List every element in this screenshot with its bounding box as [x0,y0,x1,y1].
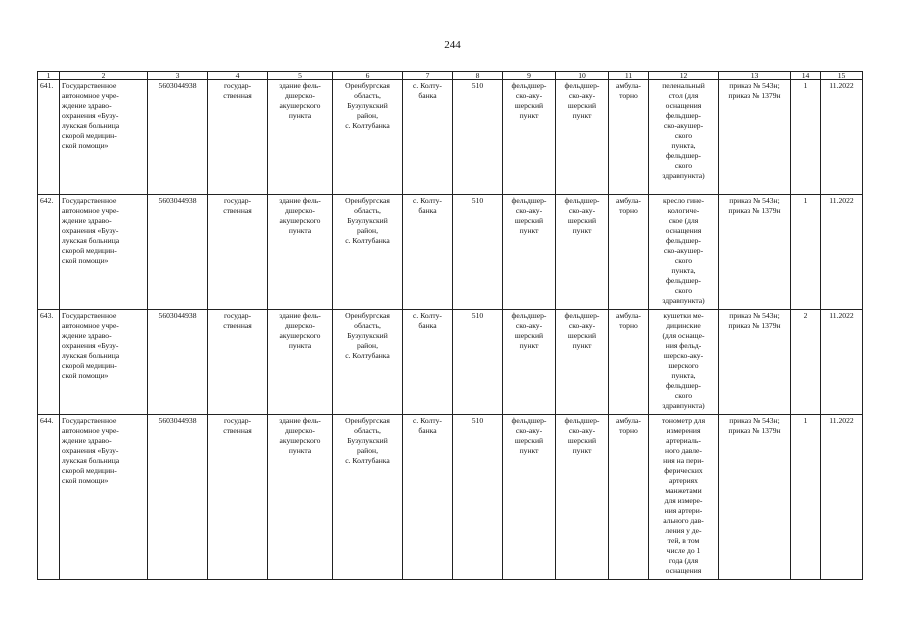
unit-cell: фельдшер- ско-аку- шерский пункт [556,415,609,580]
order-cell: приказ № 543н; приказ № 1379н [719,195,791,310]
ownership-cell: государ- ственная [208,310,268,415]
column-number: 15 [821,72,863,80]
unit-cell: фельдшер- ско-аку- шерский пункт [556,80,609,195]
column-number: 9 [503,72,556,80]
column-number: 7 [403,72,453,80]
column-number: 2 [60,72,148,80]
equipment-cell: пеленальный стол (для оснащения фельдшер- ско-акушер- ского пункта, фельдшер- ского здравпункта) [649,80,719,195]
unit-cell: фельдшер- ско-аку- шерский пункт [503,80,556,195]
address-cell: Оренбургская область, Бузулукский район, с. Колтубанка [333,310,403,415]
ownership-cell: государ- ственная [208,195,268,310]
column-number: 5 [268,72,333,80]
column-number: 12 [649,72,719,80]
building-cell: здание фель- дшерско- акушерского пункта [268,195,333,310]
code-cell: 510 [453,195,503,310]
inn-cell: 5603044938 [148,415,208,580]
inn-cell: 5603044938 [148,195,208,310]
settlement-cell: с. Колту- банка [403,80,453,195]
table-row [38,310,863,415]
order-cell: приказ № 543н; приказ № 1379н [719,415,791,580]
registry-table [37,71,863,580]
building-cell: здание фель- дшерско- акушерского пункта [268,310,333,415]
care-type-cell: амбула- торно [609,310,649,415]
column-number: 4 [208,72,268,80]
building-cell: здание фель- дшерско- акушерского пункта [268,80,333,195]
equipment-cell: кушетки ме- дицинские (для оснаще- ния фельд- шерско-аку- шерского пункта, фельдшер- ского здравпункта) [649,310,719,415]
order-cell: приказ № 543н; приказ № 1379н [719,80,791,195]
equipment-cell: кресло гине- кологиче- ское (для оснащения фельдшер- ско-акушер- ского пункта, фельдшер- ского здравпункта) [649,195,719,310]
table-row [38,80,863,195]
care-type-cell: амбула- торно [609,415,649,580]
address-cell: Оренбургская область, Бузулукский район, с. Колтубанка [333,195,403,310]
column-number: 13 [719,72,791,80]
date-cell: 11.2022 [821,310,863,415]
column-number: 1 [38,72,60,80]
row-number: 642. [38,195,60,310]
code-cell: 510 [453,310,503,415]
date-cell: 11.2022 [821,195,863,310]
ownership-cell: государ- ственная [208,80,268,195]
unit-cell: фельдшер- ско-аку- шерский пункт [503,195,556,310]
row-number: 643. [38,310,60,415]
organization-cell: Государственное автономное учре- ждение здраво- охранения «Бузу- лукская больница скорой медицин- ской помощи» [60,195,148,310]
page-number: 244 [444,39,461,51]
settlement-cell: с. Колту- банка [403,195,453,310]
column-number: 8 [453,72,503,80]
equipment-cell: тонометр для измерения артериаль- ного давле- ния на пери- ферических артериях манжетами для измере- ния артери- ального дав- ления у де- тей, в том числе до 1 года (для оснащения [649,415,719,580]
column-number: 11 [609,72,649,80]
code-cell: 510 [453,415,503,580]
quantity-cell: 1 [791,415,821,580]
quantity-cell: 2 [791,310,821,415]
table-row [38,195,863,310]
organization-cell: Государственное автономное учре- ждение здраво- охранения «Бузу- лукская больница скорой медицин- ской помощи» [60,415,148,580]
building-cell: здание фель- дшерско- акушерского пункта [268,415,333,580]
column-number: 6 [333,72,403,80]
unit-cell: фельдшер- ско-аку- шерский пункт [556,310,609,415]
organization-cell: Государственное автономное учре- ждение здраво- охранения «Бузу- лукская больница скорой медицин- ской помощи» [60,310,148,415]
address-cell: Оренбургская область, Бузулукский район, с. Колтубанка [333,415,403,580]
settlement-cell: с. Колту- банка [403,415,453,580]
date-cell: 11.2022 [821,80,863,195]
settlement-cell: с. Колту- банка [403,310,453,415]
address-cell: Оренбургская область, Бузулукский район, с. Колтубанка [333,80,403,195]
column-number: 3 [148,72,208,80]
code-cell: 510 [453,80,503,195]
date-cell: 11.2022 [821,415,863,580]
unit-cell: фельдшер- ско-аку- шерский пункт [556,195,609,310]
column-number-row [38,72,863,80]
unit-cell: фельдшер- ско-аку- шерский пункт [503,310,556,415]
care-type-cell: амбула- торно [609,195,649,310]
unit-cell: фельдшер- ско-аку- шерский пункт [503,415,556,580]
ownership-cell: государ- ственная [208,415,268,580]
quantity-cell: 1 [791,195,821,310]
row-number: 641. [38,80,60,195]
order-cell: приказ № 543н; приказ № 1379н [719,310,791,415]
table-row [38,415,863,580]
organization-cell: Государственное автономное учре- ждение здраво- охранения «Бузу- лукская больница скорой медицин- ской помощи» [60,80,148,195]
column-number: 10 [556,72,609,80]
care-type-cell: амбула- торно [609,80,649,195]
row-number: 644. [38,415,60,580]
quantity-cell: 1 [791,80,821,195]
inn-cell: 5603044938 [148,80,208,195]
column-number: 14 [791,72,821,80]
inn-cell: 5603044938 [148,310,208,415]
